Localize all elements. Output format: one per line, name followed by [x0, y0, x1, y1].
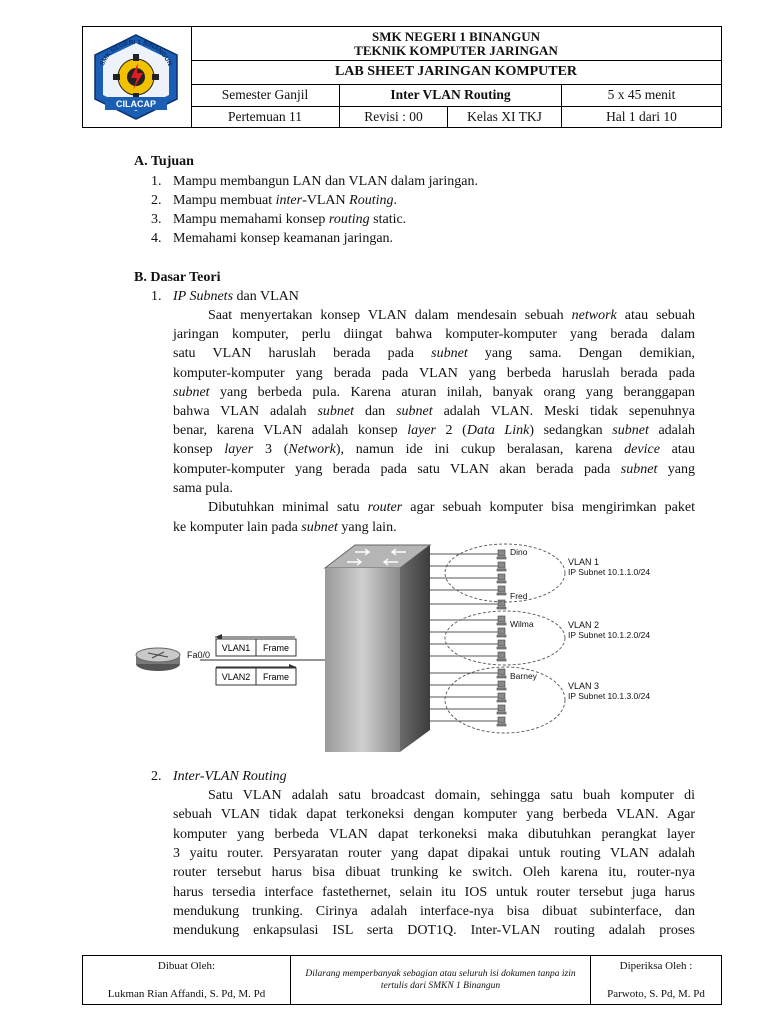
checked-by-label: Diperiksa Oleh :: [619, 960, 693, 972]
frame-label: Frame: [262, 672, 290, 682]
frame-vlan-tag: VLAN1: [221, 643, 251, 653]
page-cell: Hal 1 dari 10: [606, 108, 677, 124]
paragraph-line: komputer-komputer yang berada pada satu VLAN akan berada pada subnet yang: [173, 461, 695, 477]
vlan-subnet: IP Subnet 10.1.2.0/24: [568, 630, 651, 640]
paragraph-line: harus tersedia interface fastethernet, selain itu IOS untuk router tersebut juga harus: [173, 884, 695, 900]
vlan-name: VLAN 2: [568, 620, 600, 630]
subsection-number: 2.: [151, 769, 162, 784]
pc-icons: [497, 550, 506, 726]
duration-cell: 5 x 45 menit: [607, 87, 676, 102]
paragraph-line: komputer yang berbeda VLAN dapat terkoneksi maka dibutuhkan perangkat layer: [173, 826, 695, 842]
list-item-number: 2.: [151, 193, 162, 208]
router-interface-label: Fa0/0: [187, 650, 211, 660]
vlan-name: VLAN 1: [568, 557, 600, 567]
list-item: Mampu memahami konsep routing static.: [173, 212, 407, 227]
list-item-number: 1.: [151, 174, 162, 189]
paragraph-line: jaringan komputer, perlu diingat bahwa komputer-komputer yang berada dalam: [173, 327, 695, 343]
paragraph-line: ke komputer lain pada subnet yang lain.: [173, 519, 397, 535]
frame-label: Frame: [262, 643, 290, 653]
vlan-subnet: IP Subnet 10.1.3.0/24: [568, 691, 651, 701]
paragraph-line: subnet yang berbeda pula. Karena aturan inilah, banyak orang yang beranggapan: [173, 384, 695, 400]
subsection-number: 1.: [151, 289, 162, 304]
document-footer: [82, 955, 722, 1005]
meeting-cell: Pertemuan 11: [191, 106, 340, 127]
host-label: Fred: [510, 591, 528, 601]
class-cell: Kelas XI TKJ: [448, 106, 562, 127]
paragraph-line: konsep layer 3 (Network), namun ide ini cukup beralasan, karena device atau: [173, 442, 695, 458]
inter-vlan-diagram: [130, 540, 700, 755]
lab-title: LAB SHEET JARINGAN KOMPUTER: [334, 64, 578, 79]
made-by-label: Dibuat Oleh:: [157, 960, 216, 972]
host-links: [430, 554, 498, 721]
switch-icon: [325, 545, 430, 752]
logo-top-text: SMK NEGERI 1 BINANGUN: [98, 38, 174, 68]
subsection-title: Inter-VLAN Routing: [173, 769, 287, 784]
paragraph-line: Saat menyertakan konsep VLAN dalam mendesain sebuah network atau sebuah: [208, 308, 695, 323]
list-item: Mampu membuat inter-VLAN Routing.: [173, 193, 397, 208]
document-header: [82, 26, 722, 128]
list-item: Memahami konsep keamanan jaringan.: [173, 231, 394, 246]
paragraph-line: sebuah VLAN tidak dapat terkoneksi dengan komputer yang berbeda VLAN. Agar: [173, 807, 695, 823]
host-label: Barney: [510, 671, 537, 681]
department-name: TEKNIK KOMPUTER JARINGAN: [354, 42, 558, 58]
paragraph-line: komputer-komputer yang berada pada VLAN yang berbeda haruslah berada pada: [173, 365, 695, 381]
vlan-boundaries: [445, 544, 565, 733]
vlan-subnet: IP Subnet 10.1.1.0/24: [568, 567, 651, 577]
paragraph-line: router tersebut harus bisa dibuat trunking ke switch. Oleh karena itu, router-nya: [173, 865, 695, 881]
list-item-number: 3.: [151, 212, 162, 227]
checked-by-name: Parwoto, S. Pd, M. Pd: [607, 988, 705, 1000]
paragraph-line: satu VLAN haruslah berada pada subnet yang sama. Dengan demikian,: [173, 346, 696, 362]
section-a-title: A. Tujuan: [134, 154, 194, 169]
header-info-row-1: [191, 84, 721, 107]
router-icon: [136, 648, 180, 671]
list-item-number: 4.: [151, 231, 162, 246]
paragraph-line: benar, karena VLAN adalah konsep layer 2 (Data Link) sedangkan subnet adalah: [173, 423, 695, 439]
header-lab-title-row: [191, 60, 721, 85]
paragraph-line: bahwa VLAN adalah subnet dan subnet adalah VLAN. Meski tidak sepenuhnya: [173, 404, 696, 419]
paragraph-line: Dibutuhkan minimal satu router agar sebuah komputer bisa mengirimkan paket: [208, 500, 695, 515]
topic-cell: Inter VLAN Routing: [340, 84, 562, 106]
school-logo-cell: [83, 27, 192, 127]
footer-made-by: [83, 956, 291, 1004]
host-label: Dino: [510, 547, 528, 557]
section-b-title: B. Dasar Teori: [134, 270, 221, 285]
school-name: SMK NEGERI 1 BINANGUN: [372, 28, 540, 44]
made-by-name: Lukman Rian Affandi, S. Pd, M. Pd: [107, 988, 266, 1000]
revision-cell: Revisi : 00: [340, 106, 448, 127]
paragraph-line: Satu VLAN adalah satu broadcast domain, sehingga satu buah komputer di: [208, 788, 695, 803]
paragraph-line: 3 yaitu router. Persyaratan router yang dapat dipakai untuk routing VLAN adalah: [173, 845, 695, 861]
logo-bottom-text: CILACAP: [116, 99, 156, 109]
header-school-row: [191, 27, 721, 61]
subsection-title: IP Subnets dan VLAN: [173, 289, 299, 304]
header-info-row-2: [191, 106, 721, 127]
list-item: Mampu membangun LAN dan VLAN dalam jaringan.: [173, 174, 478, 189]
school-logo: [83, 27, 189, 127]
footer-notice: Dilarang memperbanyak sebagian atau seluruh isi dokumen tanpa izin tertulis dari SMKN 1 Binangun: [291, 956, 591, 1004]
host-label: Wilma: [510, 619, 534, 629]
vlan-name: VLAN 3: [568, 681, 600, 691]
footer-checked-by: [591, 956, 721, 1004]
semester-cell: Semester Ganjil: [191, 84, 340, 106]
paragraph-line: mendukung trunking. Cirinya adalah interface-nya bisa dibuat subinterface, dan: [173, 903, 695, 919]
frame-vlan-tag: VLAN2: [221, 672, 251, 682]
paragraph-line: sama pula.: [173, 480, 233, 496]
paragraph-line: mendukung enkapsulasi ISL serta DOT1Q. Inter-VLAN routing adalah proses: [173, 923, 695, 939]
